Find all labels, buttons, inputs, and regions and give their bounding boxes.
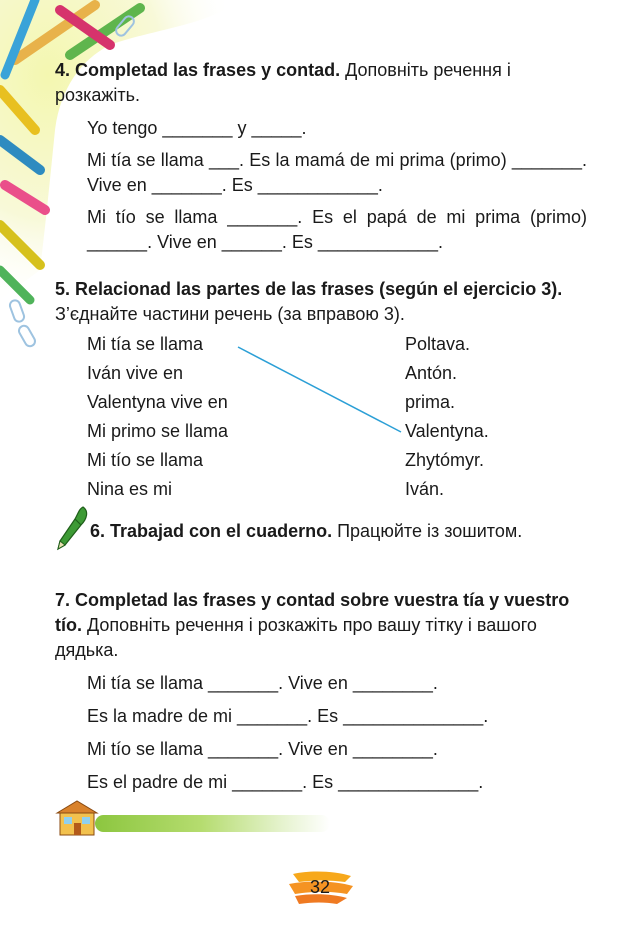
exercise-6-heading bbox=[90, 519, 590, 544]
exercise-4-line-2: Mi tía se llama ___. Es la mamá de mi prima (primo) _______. Vive en _______. Es ____________. bbox=[87, 150, 587, 195]
left-item: Mi primo se llama bbox=[87, 421, 229, 441]
right-item: Poltava. bbox=[405, 334, 471, 354]
exercise-7-heading bbox=[55, 588, 590, 663]
exercise-4-instruction: Доповніть речення і розкажіть. bbox=[55, 60, 511, 105]
exercise-4-title: 4. Completad las frases y contad. bbox=[55, 60, 341, 80]
exercise-7-line-1: Mi tía se llama _______. Vive en ________. bbox=[87, 673, 438, 693]
exercise-6-instruction: Працюйте із зошитом. bbox=[337, 521, 523, 541]
exercise-6-title: 6. Trabajad con el cuaderno. bbox=[90, 521, 333, 541]
exercise-7-instruction: Доповніть речення і розкажіть про вашу тітку і вашого дядька. bbox=[55, 615, 537, 660]
left-item: Mi tío se llama bbox=[87, 450, 204, 470]
footer-progress-bar bbox=[95, 815, 330, 832]
right-item: Zhytómyr. bbox=[405, 450, 485, 470]
house-icon bbox=[55, 799, 99, 837]
page-number: 32 bbox=[309, 877, 331, 897]
right-item: Iván. bbox=[405, 479, 445, 499]
left-item: Valentyna vive en bbox=[87, 392, 228, 412]
left-item: Iván vive en bbox=[87, 363, 184, 383]
exercise-4-line-1: Yo tengo _______ y _____. bbox=[87, 118, 307, 138]
left-item: Nina es mi bbox=[87, 479, 173, 499]
right-item: Valentyna. bbox=[405, 421, 489, 441]
exercise-4-line-3: Mi tío se llama _______. Es el papá de mi prima (primo) ______. Vive en ______. Es ____________. bbox=[87, 207, 587, 252]
exercise-7-line-2: Es la madre de mi _______. Es ______________. bbox=[87, 706, 489, 726]
left-item: Mi tía se llama bbox=[87, 334, 204, 354]
exercise-7-line-4: Es el padre de mi _______. Es ______________. bbox=[87, 772, 484, 792]
exercise-7-line-3: Mi tío se llama _______. Vive en ________. bbox=[87, 739, 438, 759]
exercise-5-instruction: З’єднайте частини речень (за вправою 3). bbox=[55, 304, 405, 324]
page-number-badge bbox=[285, 868, 355, 908]
right-item: prima. bbox=[405, 392, 456, 412]
right-item: Antón. bbox=[405, 363, 458, 383]
exercise-5-title: 5. Relacionad las partes de las frases (según el ejercicio 3). bbox=[55, 279, 563, 299]
pen-icon bbox=[53, 505, 89, 555]
exercise-7-title: 7. Completad las frases y contad sobre vuestra tía y vuestro tío. bbox=[55, 590, 570, 635]
